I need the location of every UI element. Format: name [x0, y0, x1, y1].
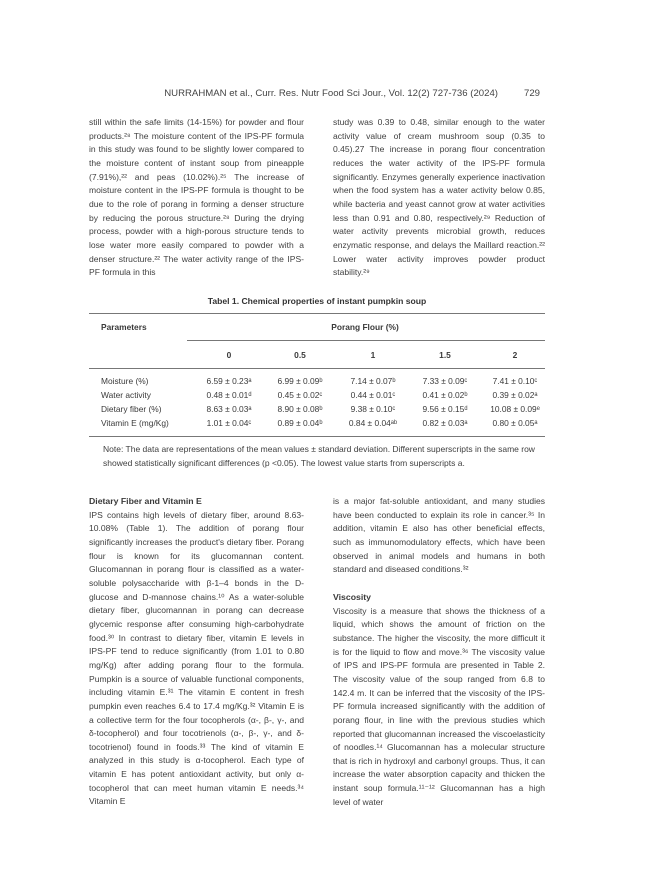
column-header: 0	[226, 350, 232, 360]
right-column-bottom	[333, 495, 545, 809]
column-header: 2	[512, 350, 518, 360]
paragraph-moisture: still within the safe limits (14-15%) for powder and flour products.²⁸ The moisture content of the IPS-PF formula in this study was found to be slightly lower compared to the moisture content of instant soup from pineapple (7.91%),²² and peas (10.02%).²⁵ The increase of moisture content in the IPS-PF formula is thought to be due to the role of porang in forming a denser structure by reducing the porous structure.²⁸ During the drying process, powder with a high-porous structure tends to lose water more easily compared to powder with a denser structure.²² The water activity range of the IPS-PF formula in this	[89, 117, 304, 278]
page-number: 729	[523, 88, 540, 99]
column-header: 0.5	[294, 350, 306, 360]
table-note: Note: The data are representations of the mean values ± standard deviation. Different superscripts in the same row showed statistically significant differences (p <0.05). The lowest value starts from superscripts a.	[103, 444, 535, 468]
page-header	[88, 88, 540, 102]
table-cell: 0.44 ± 0.01ᶜ	[350, 390, 396, 400]
paragraph-viscosity: Viscosity is a measure that shows the thickness of a liquid, which shows the amount of friction on the substance. The higher the viscosity, the more difficult it is for the liquid to flow and move.³⁶ The viscosity value of IPS and IPS-PF formula are presented in Table 2. The viscosity value of the soup ranged from 6.8 to 142.4 m. It can be inferred that the viscosity of the IPS-PF formula increased significantly with the addition of porang flour, in line with the previous studies which reported that glucomannan increased the viscoelasticity of noodles.¹⁴ Glucomannan has a molecular structure that is rich in hydroxyl and carbonyl groups. Thus, it can increase the water absorption capacity and thicken the instant soup formula.¹¹⁻¹² Glucomannan has a high level of water	[333, 605, 545, 807]
table-cell: 0.45 ± 0.02ᶜ	[277, 390, 323, 400]
left-column-bottom	[89, 495, 304, 809]
running-head: NURRAHMAN et al., Curr. Res. Nutr Food Sci Jour., Vol. 12(2) 727-736 (2024)	[164, 88, 498, 99]
table-cell: 0.48 ± 0.01ᵈ	[206, 390, 252, 400]
table-top-rule	[89, 313, 545, 314]
row-label: Moisture (%)	[101, 376, 149, 386]
paragraph-fiber: IPS contains high levels of dietary fiber, around 8.63-10.08% (Table 1). The addition of porang flour significantly increases the product's dietary fiber. Porang flour is known for its glucomannan content. Glucomannan in porang flour is classified as a water-soluble polysaccharide with β-1–4 bonds in the D-glucose and D-mannose chains.¹⁰ As a water-soluble dietary fiber, glucomannan in porang can decrease glycemic response after consuming high-carbohydrate food.³⁰ In contrast to dietary fiber, vitamin E levels in IPS-PF tend to reduce significantly (from 1.01 to 0.80 mg/Kg) after adding porang flour to the formula. Pumpkin is a source of valuable functional components, including vitamin E.³¹ The vitamin E content in fresh pumpkin even reaches 6.4 to 17.4 mg/Kg.³² Vitamin E is a collective term for the four tocopherols (α-, β-, γ-, and δ-tocopherol) and four tocotrienols (α-, β-, γ-, and δ-tocotrienol) found in foods.³³ The kind of vitamin E analyzed in this study is α-tocopherol. Each type of vitamin E has potent antioxidant activity, but only α-tocopherol that can meet human vitamin E needs.³⁴ Vitamin E	[89, 509, 304, 807]
column-header: 1.5	[439, 350, 451, 360]
table-cell: 7.41 ± 0.10ᶜ	[492, 376, 538, 386]
table-cell: 9.56 ± 0.15ᵈ	[422, 404, 468, 414]
table-caption: Tabel 1. Chemical properties of instant pumpkin soup	[207, 296, 427, 306]
table-cell: 8.90 ± 0.08ᵇ	[277, 404, 323, 414]
table-cell: 10.08 ± 0.09ᵉ	[490, 404, 540, 414]
paragraph-vitamin-e: is a major fat-soluble antioxidant, and many studies have been conducted to explain its role in cancer.³⁵ In addition, vitamin E also has other beneficial effects, such as immunomodulatory effects, which have been observed in animal models and humans in both standard and diseased conditions.³²	[333, 496, 545, 575]
table-bottom-rule	[89, 436, 545, 437]
table-cell: 1.01 ± 0.04ᶜ	[206, 418, 252, 428]
row-label: Dietary fiber (%)	[101, 404, 162, 414]
table-cell: 8.63 ± 0.03ᵃ	[206, 404, 252, 414]
table-header-rule	[89, 368, 545, 369]
table-cell: 7.14 ± 0.07ᵇ	[350, 376, 396, 386]
left-column-top	[89, 116, 304, 280]
paragraph-water-activity: study was 0.39 to 0.48, similar enough to the water activity value of cream mushroom soup (0.35 to 0.45).27 The increase in porang flour concentration reduces the water activity of the IPS-PF formula significantly. Enzymes generally experience inactivation when the food system has a water activity below 0.85, while bacteria and yeast cannot grow at water activities less than 0.91 and 0.80, respectively.²⁹ Reduction of water activity prevents microbial growth, reduces enzymatic response, and delays the Maillard reaction.²² Lower water activity improves powder product stability.²⁹	[333, 117, 545, 278]
porang-flour-header: Porang Flour (%)	[331, 322, 399, 332]
row-label: Water activity	[101, 390, 151, 400]
table-cell: 6.59 ± 0.23ᵃ	[206, 376, 252, 386]
table-cell: 0.84 ± 0.04ᵃᵇ	[348, 418, 398, 428]
table-group-rule	[187, 340, 545, 341]
table-cell: 9.38 ± 0.10ᶜ	[350, 404, 396, 414]
section-heading-fiber: Dietary Fiber and Vitamin E	[89, 496, 202, 506]
right-column-top	[333, 116, 545, 280]
table-cell: 7.33 ± 0.09ᶜ	[422, 376, 468, 386]
parameters-header: Parameters	[101, 322, 147, 332]
table-cell: 0.80 ± 0.05ᵃ	[492, 418, 538, 428]
table-cell: 0.89 ± 0.04ᵇ	[277, 418, 323, 428]
table-cell: 0.39 ± 0.02ᵃ	[492, 390, 538, 400]
section-heading-viscosity: Viscosity	[333, 591, 371, 602]
column-header: 1	[370, 350, 376, 360]
table-cell: 0.41 ± 0.02ᵇ	[422, 390, 468, 400]
row-label: Vitamin E (mg/Kg)	[101, 418, 169, 428]
table-cell: 6.99 ± 0.09ᵇ	[277, 376, 323, 386]
table-cell: 0.82 ± 0.03ᵃ	[422, 418, 468, 428]
